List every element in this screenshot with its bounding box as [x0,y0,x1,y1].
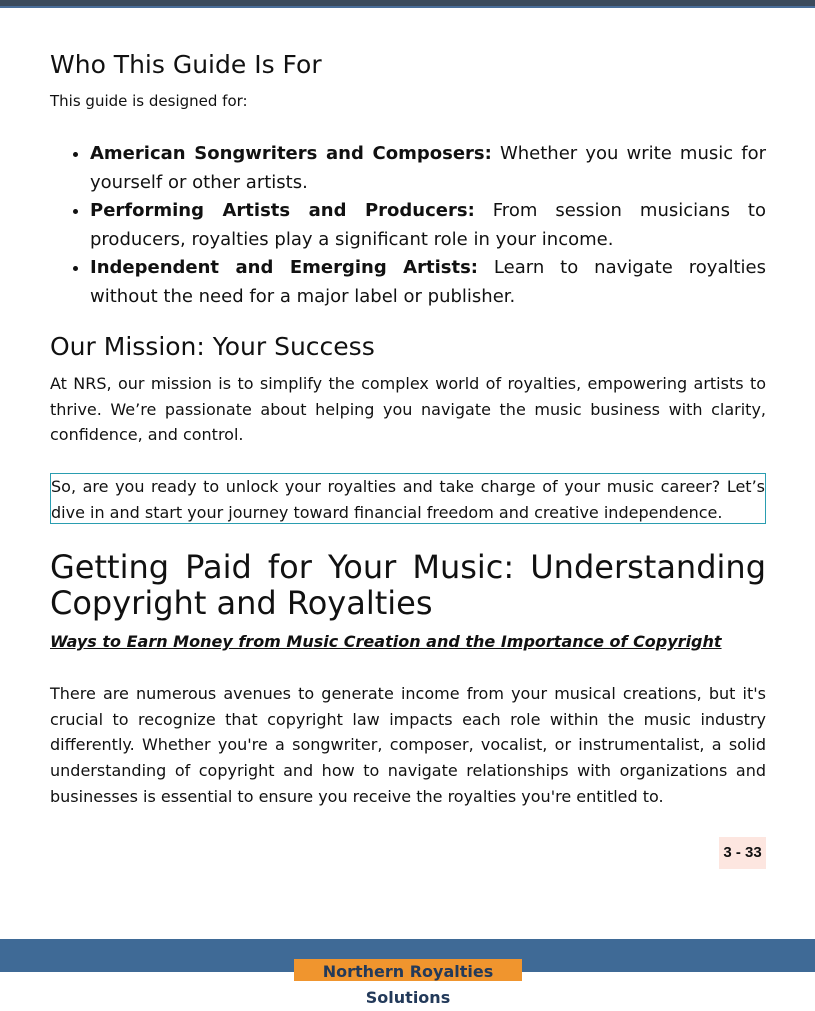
mission-paragraph: At NRS, our mission is to simplify the complex world of royalties, empowering artists to thrive. We’re passionate about helping you navigate the music business with clarity, confidence, and control. [50,374,766,445]
list-item [90,140,766,197]
list-item [90,254,766,311]
section-subtitle: Ways to Earn Money from Music Creation and the Importance of Copyright [50,632,722,651]
list-item-label: American Songwriters and Composers: [90,143,492,164]
list-item [90,197,766,254]
audience-list [50,140,766,311]
callout-box: So, are you ready to unlock your royalties and take charge of your music career? Let’s dive in and start your journey toward financial freedom and creative independence. [50,473,766,524]
footer-company-label: Northern Royalties Solutions [294,959,522,981]
footer-bar [0,939,815,1007]
list-item-text: Learn to navigate royalties without the need for a major label or publisher. [90,257,766,307]
list-item-text: Whether you write music for yourself or other artists. [90,143,766,193]
mission-heading: Our Mission: Your Success [50,332,375,361]
who-guide-heading: Who This Guide Is For [50,50,322,79]
top-border [0,0,815,8]
getting-paid-heading: Getting Paid for Your Music: Understanding Copyright and Royalties [50,548,766,622]
list-item-label: Performing Artists and Producers: [90,200,475,221]
copyright-paragraph: There are numerous avenues to generate income from your musical creations, but it's crucial to recognize that copyright law impacts each role within the music industry differently. Whether you're a songwriter, composer, vocalist, or instrumentalist, a solid understanding of copyright and how to navigate relationships with organizations and businesses is essential to ensure you receive the royalties you're entitled to. [50,684,766,806]
page-number-badge: 3 - 33 [719,837,766,869]
list-item-text: From session musicians to producers, royalties play a significant role in your income. [90,200,767,250]
who-intro-text: This guide is designed for: [50,92,248,110]
list-item-label: Independent and Emerging Artists: [90,257,478,278]
